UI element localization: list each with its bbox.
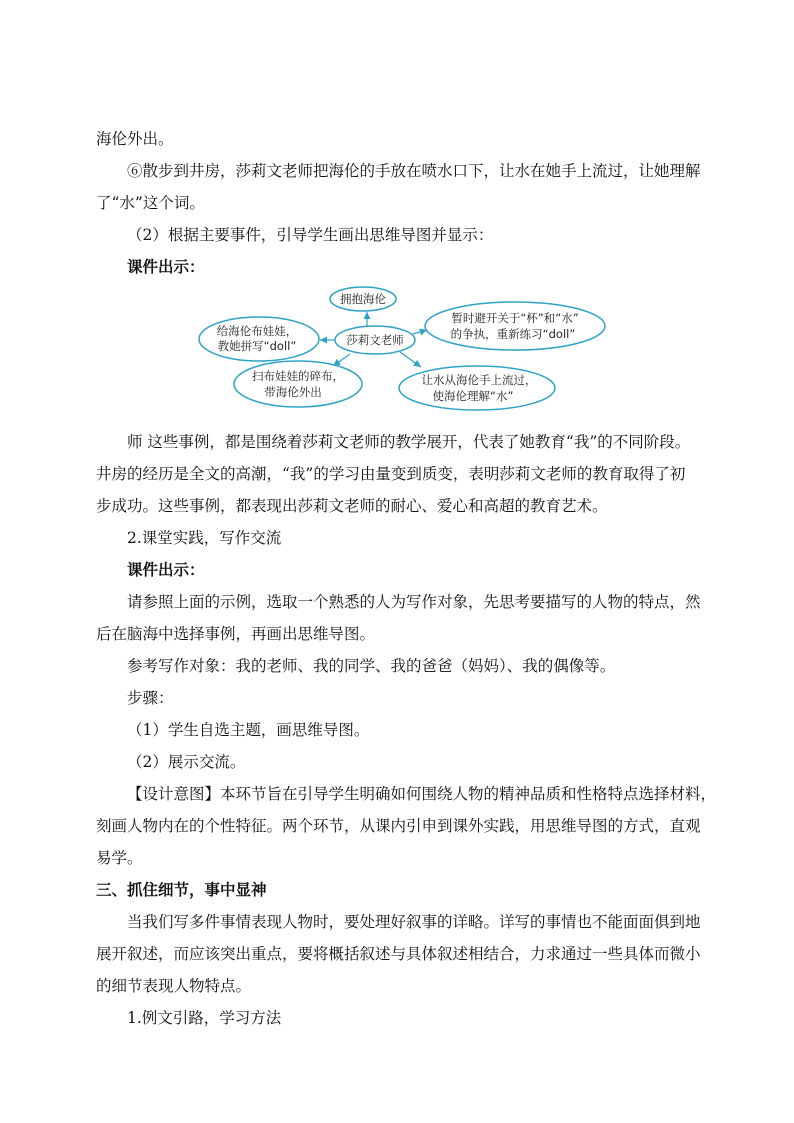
paragraph-step-1: （1）学生自选主题，画思维导图。 [127, 721, 370, 739]
paragraph-details-line3: 的细节表现人物特点。 [96, 977, 252, 995]
mindmap-center-label: 莎莉文老师 [346, 333, 404, 347]
paragraph-teacher-line1: 师 这些事例，都是围绕着莎莉文老师的教学展开，代表了她教育“我”的不同阶段。 [127, 433, 691, 451]
paragraph-event-6-line1: ⑥散步到井房，莎莉文老师把海伦的手放在喷水口下，让水在她手上流过，让她理解 [127, 162, 701, 180]
paragraph-details-line1: 当我们写多件事情表现人物时，要处理好叙事的详略。详写的事情也不能面面俱到地 [127, 913, 701, 931]
section-heading-example: 1.例文引路，学习方法 [127, 1009, 282, 1027]
paragraph-design-intent-line3: 易学。 [96, 849, 143, 867]
paragraph-details-line2: 展开叙述，而应该突出重点，要将概括叙述与具体叙述相结合，力求通过一些具体而微小 [96, 945, 701, 963]
mind-map [195, 282, 615, 412]
section-heading-details: 三、抓住细节，事中显神 [96, 880, 267, 899]
mindmap-right-top-line2: 的争执，重新练习“doll” [450, 327, 576, 341]
courseware-heading-1: 课件出示： [127, 257, 205, 276]
mindmap-bottom-right-line1: 让水从海伦手上流过， [421, 373, 537, 387]
paragraph-step-2: （2）根据主要事件，引导学生画出思维导图并显示： [127, 226, 494, 244]
mindmap-bottom-left-line1: 扫布娃娃的碎布， [252, 369, 344, 383]
mindmap-left-line1: 给海伦布娃娃， [216, 324, 298, 338]
mindmap-node-right-top [425, 302, 605, 350]
paragraph-instructions-line2: 后在脑海中选择事例，再画出思维导图。 [96, 625, 376, 643]
paragraph-design-intent-line1: 【设计意图】本环节旨在引导学生明确如何围绕人物的精神品质和性格特点选择材料， [127, 785, 717, 803]
paragraph-steps-label: 步骤： [127, 689, 174, 707]
section-heading-practice: 2.课堂实践，写作交流 [127, 529, 282, 547]
courseware-heading-2: 课件出示： [127, 560, 205, 579]
paragraph-teacher-line2: 井房的经历是全文的高潮，“我”的学习由量变到质变，表明莎莉文老师的教育取得了初 [96, 465, 686, 483]
mindmap-node-bottom-left [234, 361, 362, 407]
mindmap-top-label: 拥抱海伦 [340, 292, 386, 306]
paragraph-reference-targets: 参考写作对象：我的老师、我的同学、我的爸爸（妈妈）、我的偶像等。 [127, 657, 616, 675]
paragraph-step-2b: （2）展示交流。 [127, 753, 246, 771]
mindmap-bottom-right-line2: 使海伦理解“水” [432, 389, 514, 403]
mindmap-right-top-line1: 暂时避开关于“杯”和“水” [451, 311, 579, 325]
paragraph-design-intent-line2: 刻画人物内在的个性特征。两个环节，从课内引申到课外实践，用思维导图的方式，直观 [96, 817, 701, 835]
paragraph-instructions-line1: 请参照上面的示例，选取一个熟悉的人为写作对象，先思考要描写的人物的特点，然 [127, 593, 701, 611]
paragraph-event-6-line2: 了“水”这个词。 [96, 194, 205, 212]
mindmap-bottom-left-line2: 带海伦外出 [264, 385, 322, 399]
mindmap-left-line2: 教她拼写“doll” [217, 339, 297, 353]
paragraph-end-line: 海伦外出。 [96, 130, 174, 148]
paragraph-teacher-line3: 步成功。这些事例，都表现出莎莉文老师的耐心、爱心和高超的教育艺术。 [96, 497, 608, 515]
